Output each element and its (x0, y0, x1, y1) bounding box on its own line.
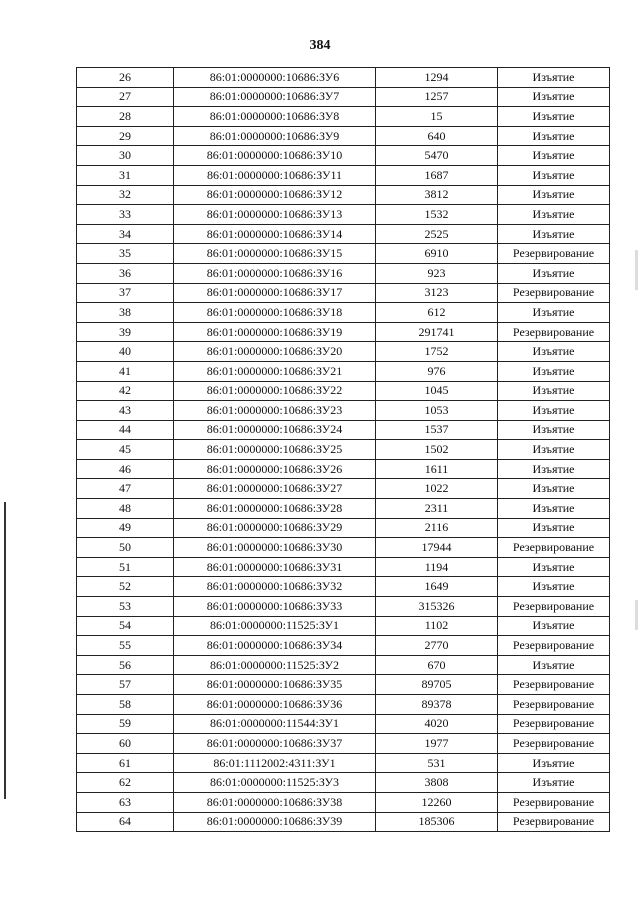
area-cell: 640 (376, 126, 498, 146)
table-row (77, 792, 610, 812)
area-cell: 12260 (376, 792, 498, 812)
row-number-cell: 53 (77, 597, 174, 617)
cadastral-number-cell: 86:01:0000000:10686:ЗУ11 (174, 165, 376, 185)
action-type-cell: Изъятие (498, 773, 610, 793)
table-row (77, 244, 610, 264)
table-row (77, 361, 610, 381)
row-number-cell: 46 (77, 459, 174, 479)
action-type-cell: Изъятие (498, 479, 610, 499)
row-number-cell: 38 (77, 303, 174, 323)
row-number-cell: 32 (77, 185, 174, 205)
cadastral-number-cell: 86:01:0000000:10686:ЗУ8 (174, 107, 376, 127)
table-row (77, 342, 610, 362)
table-row (77, 479, 610, 499)
row-number-cell: 52 (77, 577, 174, 597)
action-type-cell: Изъятие (498, 185, 610, 205)
action-type-cell: Резервирование (498, 244, 610, 264)
row-number-cell: 51 (77, 557, 174, 577)
row-number-cell: 59 (77, 714, 174, 734)
action-type-cell: Изъятие (498, 146, 610, 166)
action-type-cell: Резервирование (498, 812, 610, 832)
cadastral-number-cell: 86:01:0000000:10686:ЗУ23 (174, 401, 376, 421)
table-row (77, 68, 610, 88)
row-number-cell: 28 (77, 107, 174, 127)
action-type-cell: Изъятие (498, 655, 610, 675)
action-type-cell: Резервирование (498, 675, 610, 695)
table-row (77, 753, 610, 773)
action-type-cell: Изъятие (498, 499, 610, 519)
action-type-cell: Резервирование (498, 792, 610, 812)
cadastral-number-cell: 86:01:0000000:10686:ЗУ28 (174, 499, 376, 519)
action-type-cell: Изъятие (498, 303, 610, 323)
table-row (77, 714, 610, 734)
table-row (77, 205, 610, 225)
area-cell: 976 (376, 361, 498, 381)
row-number-cell: 29 (77, 126, 174, 146)
action-type-cell: Изъятие (498, 165, 610, 185)
table-row (77, 401, 610, 421)
area-cell: 1537 (376, 420, 498, 440)
cadastral-number-cell: 86:01:0000000:11525:ЗУ2 (174, 655, 376, 675)
row-number-cell: 47 (77, 479, 174, 499)
cadastral-number-cell: 86:01:0000000:10686:ЗУ12 (174, 185, 376, 205)
table-row (77, 107, 610, 127)
cadastral-number-cell: 86:01:0000000:10686:ЗУ30 (174, 538, 376, 558)
cadastral-number-cell: 86:01:1112002:4311:ЗУ1 (174, 753, 376, 773)
row-number-cell: 26 (77, 68, 174, 88)
cadastral-number-cell: 86:01:0000000:10686:ЗУ39 (174, 812, 376, 832)
table-row (77, 185, 610, 205)
action-type-cell: Резервирование (498, 597, 610, 617)
table-row (77, 263, 610, 283)
area-cell: 1532 (376, 205, 498, 225)
area-cell: 185306 (376, 812, 498, 832)
row-number-cell: 34 (77, 224, 174, 244)
action-type-cell: Изъятие (498, 440, 610, 460)
action-type-cell: Изъятие (498, 616, 610, 636)
action-type-cell: Изъятие (498, 401, 610, 421)
action-type-cell: Изъятие (498, 87, 610, 107)
area-cell: 1752 (376, 342, 498, 362)
table-row (77, 655, 610, 675)
row-number-cell: 37 (77, 283, 174, 303)
table-row (77, 224, 610, 244)
row-number-cell: 39 (77, 322, 174, 342)
row-number-cell: 36 (77, 263, 174, 283)
area-cell: 1053 (376, 401, 498, 421)
area-cell: 1045 (376, 381, 498, 401)
table-row (77, 322, 610, 342)
table-row (77, 499, 610, 519)
area-cell: 670 (376, 655, 498, 675)
row-number-cell: 45 (77, 440, 174, 460)
table-row (77, 87, 610, 107)
table-row (77, 381, 610, 401)
cadastral-number-cell: 86:01:0000000:10686:ЗУ14 (174, 224, 376, 244)
area-cell: 89705 (376, 675, 498, 695)
action-type-cell: Изъятие (498, 126, 610, 146)
row-number-cell: 31 (77, 165, 174, 185)
cadastral-number-cell: 86:01:0000000:10686:ЗУ26 (174, 459, 376, 479)
area-cell: 315326 (376, 597, 498, 617)
area-cell: 923 (376, 263, 498, 283)
cadastral-number-cell: 86:01:0000000:10686:ЗУ32 (174, 577, 376, 597)
cadastral-number-cell: 86:01:0000000:10686:ЗУ27 (174, 479, 376, 499)
area-cell: 612 (376, 303, 498, 323)
row-number-cell: 42 (77, 381, 174, 401)
area-cell: 15 (376, 107, 498, 127)
row-number-cell: 48 (77, 499, 174, 519)
row-number-cell: 62 (77, 773, 174, 793)
row-number-cell: 55 (77, 636, 174, 656)
table-row (77, 597, 610, 617)
cadastral-number-cell: 86:01:0000000:11525:ЗУ1 (174, 616, 376, 636)
area-cell: 1611 (376, 459, 498, 479)
cadastral-number-cell: 86:01:0000000:10686:ЗУ10 (174, 146, 376, 166)
cadastral-number-cell: 86:01:0000000:10686:ЗУ13 (174, 205, 376, 225)
area-cell: 3123 (376, 283, 498, 303)
area-cell: 1194 (376, 557, 498, 577)
land-plots-table (76, 67, 610, 832)
row-number-cell: 40 (77, 342, 174, 362)
table-row (77, 459, 610, 479)
page-number: 384 (309, 38, 331, 53)
cadastral-number-cell: 86:01:0000000:10686:ЗУ37 (174, 734, 376, 754)
table-row (77, 557, 610, 577)
action-type-cell: Резервирование (498, 714, 610, 734)
table-row (77, 283, 610, 303)
row-number-cell: 41 (77, 361, 174, 381)
cadastral-number-cell: 86:01:0000000:10686:ЗУ9 (174, 126, 376, 146)
table-row (77, 695, 610, 715)
table-row (77, 303, 610, 323)
area-cell: 3808 (376, 773, 498, 793)
area-cell: 1022 (376, 479, 498, 499)
area-cell: 2525 (376, 224, 498, 244)
cadastral-number-cell: 86:01:0000000:11544:ЗУ1 (174, 714, 376, 734)
action-type-cell: Изъятие (498, 557, 610, 577)
area-cell: 291741 (376, 322, 498, 342)
action-type-cell: Резервирование (498, 734, 610, 754)
action-type-cell: Резервирование (498, 538, 610, 558)
row-number-cell: 50 (77, 538, 174, 558)
row-number-cell: 27 (77, 87, 174, 107)
area-cell: 1977 (376, 734, 498, 754)
area-cell: 4020 (376, 714, 498, 734)
cadastral-number-cell: 86:01:0000000:10686:ЗУ36 (174, 695, 376, 715)
action-type-cell: Изъятие (498, 224, 610, 244)
action-type-cell: Резервирование (498, 322, 610, 342)
table-row (77, 538, 610, 558)
table-row (77, 126, 610, 146)
area-cell: 5470 (376, 146, 498, 166)
table-row (77, 812, 610, 832)
action-type-cell: Изъятие (498, 342, 610, 362)
row-number-cell: 44 (77, 420, 174, 440)
row-number-cell: 63 (77, 792, 174, 812)
area-cell: 1687 (376, 165, 498, 185)
table-body (77, 68, 610, 832)
table-row (77, 518, 610, 538)
action-type-cell: Изъятие (498, 205, 610, 225)
action-type-cell: Изъятие (498, 459, 610, 479)
action-type-cell: Изъятие (498, 68, 610, 88)
table-row (77, 420, 610, 440)
cadastral-number-cell: 86:01:0000000:10686:ЗУ35 (174, 675, 376, 695)
scan-noise-mark (635, 250, 638, 290)
row-number-cell: 33 (77, 205, 174, 225)
cadastral-number-cell: 86:01:0000000:10686:ЗУ21 (174, 361, 376, 381)
action-type-cell: Резервирование (498, 636, 610, 656)
cadastral-number-cell: 86:01:0000000:10686:ЗУ19 (174, 322, 376, 342)
scan-edge-mark (4, 502, 6, 799)
row-number-cell: 58 (77, 695, 174, 715)
action-type-cell: Изъятие (498, 753, 610, 773)
cadastral-number-cell: 86:01:0000000:10686:ЗУ7 (174, 87, 376, 107)
area-cell: 17944 (376, 538, 498, 558)
row-number-cell: 30 (77, 146, 174, 166)
cadastral-number-cell: 86:01:0000000:10686:ЗУ38 (174, 792, 376, 812)
cadastral-number-cell: 86:01:0000000:10686:ЗУ18 (174, 303, 376, 323)
scan-noise-mark (635, 600, 638, 630)
cadastral-number-cell: 86:01:0000000:10686:ЗУ24 (174, 420, 376, 440)
cadastral-number-cell: 86:01:0000000:11525:ЗУ3 (174, 773, 376, 793)
cadastral-number-cell: 86:01:0000000:10686:ЗУ15 (174, 244, 376, 264)
area-cell: 1649 (376, 577, 498, 597)
cadastral-number-cell: 86:01:0000000:10686:ЗУ6 (174, 68, 376, 88)
cadastral-number-cell: 86:01:0000000:10686:ЗУ16 (174, 263, 376, 283)
table-row (77, 675, 610, 695)
cadastral-number-cell: 86:01:0000000:10686:ЗУ25 (174, 440, 376, 460)
area-cell: 1294 (376, 68, 498, 88)
row-number-cell: 43 (77, 401, 174, 421)
row-number-cell: 54 (77, 616, 174, 636)
action-type-cell: Резервирование (498, 695, 610, 715)
table-row (77, 440, 610, 460)
area-cell: 2770 (376, 636, 498, 656)
row-number-cell: 35 (77, 244, 174, 264)
cadastral-number-cell: 86:01:0000000:10686:ЗУ20 (174, 342, 376, 362)
area-cell: 1257 (376, 87, 498, 107)
table-row (77, 146, 610, 166)
area-cell: 89378 (376, 695, 498, 715)
action-type-cell: Резервирование (498, 283, 610, 303)
action-type-cell: Изъятие (498, 577, 610, 597)
action-type-cell: Изъятие (498, 263, 610, 283)
action-type-cell: Изъятие (498, 420, 610, 440)
cadastral-number-cell: 86:01:0000000:10686:ЗУ22 (174, 381, 376, 401)
action-type-cell: Изъятие (498, 518, 610, 538)
row-number-cell: 49 (77, 518, 174, 538)
row-number-cell: 57 (77, 675, 174, 695)
area-cell: 531 (376, 753, 498, 773)
cadastral-number-cell: 86:01:0000000:10686:ЗУ29 (174, 518, 376, 538)
area-cell: 6910 (376, 244, 498, 264)
table-row (77, 616, 610, 636)
row-number-cell: 64 (77, 812, 174, 832)
area-cell: 2311 (376, 499, 498, 519)
row-number-cell: 60 (77, 734, 174, 754)
area-cell: 3812 (376, 185, 498, 205)
cadastral-number-cell: 86:01:0000000:10686:ЗУ34 (174, 636, 376, 656)
row-number-cell: 56 (77, 655, 174, 675)
table-row (77, 165, 610, 185)
table-row (77, 734, 610, 754)
action-type-cell: Изъятие (498, 361, 610, 381)
table-row (77, 577, 610, 597)
cadastral-number-cell: 86:01:0000000:10686:ЗУ31 (174, 557, 376, 577)
row-number-cell: 61 (77, 753, 174, 773)
action-type-cell: Изъятие (498, 381, 610, 401)
cadastral-number-cell: 86:01:0000000:10686:ЗУ17 (174, 283, 376, 303)
area-cell: 2116 (376, 518, 498, 538)
action-type-cell: Изъятие (498, 107, 610, 127)
table-row (77, 636, 610, 656)
area-cell: 1102 (376, 616, 498, 636)
cadastral-number-cell: 86:01:0000000:10686:ЗУ33 (174, 597, 376, 617)
table-row (77, 773, 610, 793)
area-cell: 1502 (376, 440, 498, 460)
